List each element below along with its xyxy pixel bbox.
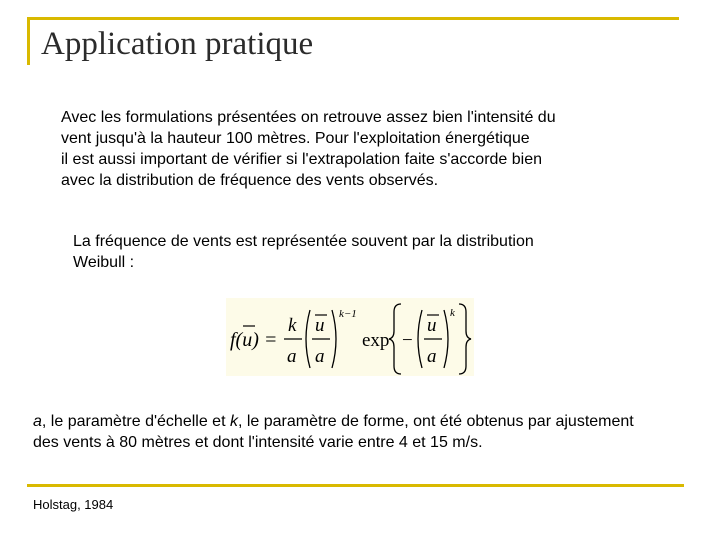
formula-a: a (287, 346, 297, 367)
formula-minus: − (402, 330, 413, 351)
formula-lhs: f(u) = (230, 329, 278, 351)
formula-a: a (427, 346, 437, 367)
formula-outer-exponent: k (450, 307, 455, 319)
left-decorative-rule (27, 17, 30, 65)
left-paren (306, 310, 310, 368)
weibull-intro-line: La fréquence de vents est représentée souvent par la distribution (73, 233, 534, 250)
parameters-paragraph (33, 411, 634, 453)
parameters-line (33, 411, 634, 432)
formula-exp: exp (362, 330, 390, 351)
intro-paragraph (61, 107, 556, 191)
parameters-line: des vents à 80 mètres et dont l'intensité varie entre 4 et 15 m/s. (33, 434, 483, 451)
top-decorative-rule (27, 17, 679, 20)
intro-line: il est aussi important de vérifier si l'extrapolation faite s'accorde bien (61, 151, 543, 168)
formula-a: a (315, 346, 325, 367)
intro-line: avec la distribution de fréquence des vents observés. (61, 172, 439, 189)
left-brace (389, 304, 401, 374)
weibull-intro-paragraph (73, 231, 534, 273)
intro-line: vent jusqu'à la hauteur 100 mètres. Pour l'exploitation énergétique (61, 130, 530, 147)
left-paren (418, 310, 422, 368)
formula-k: k (288, 315, 297, 336)
intro-line: Avec les formulations présentées on retrouve assez bien l'intensité du (61, 109, 556, 126)
bottom-decorative-rule (27, 484, 684, 487)
weibull-intro-line: Weibull : (73, 254, 135, 271)
formula-u: u (315, 315, 325, 336)
formula-u: u (427, 315, 437, 336)
weibull-formula-graphic (226, 298, 474, 376)
param-k-symbol: k (229, 413, 238, 430)
right-paren (444, 310, 448, 368)
weibull-formula (226, 298, 474, 376)
formula-exponent: k−1 (339, 308, 357, 320)
right-paren (332, 310, 336, 368)
slide-title: Application pratique (41, 26, 314, 62)
param-k-text: , le paramètre de forme, ont été obtenus par ajustement (237, 413, 634, 430)
citation: Holstag, 1984 (33, 497, 114, 512)
param-a-symbol: a (33, 413, 42, 430)
param-a-text: , le paramètre d'échelle et (41, 413, 230, 430)
right-brace (459, 304, 471, 374)
